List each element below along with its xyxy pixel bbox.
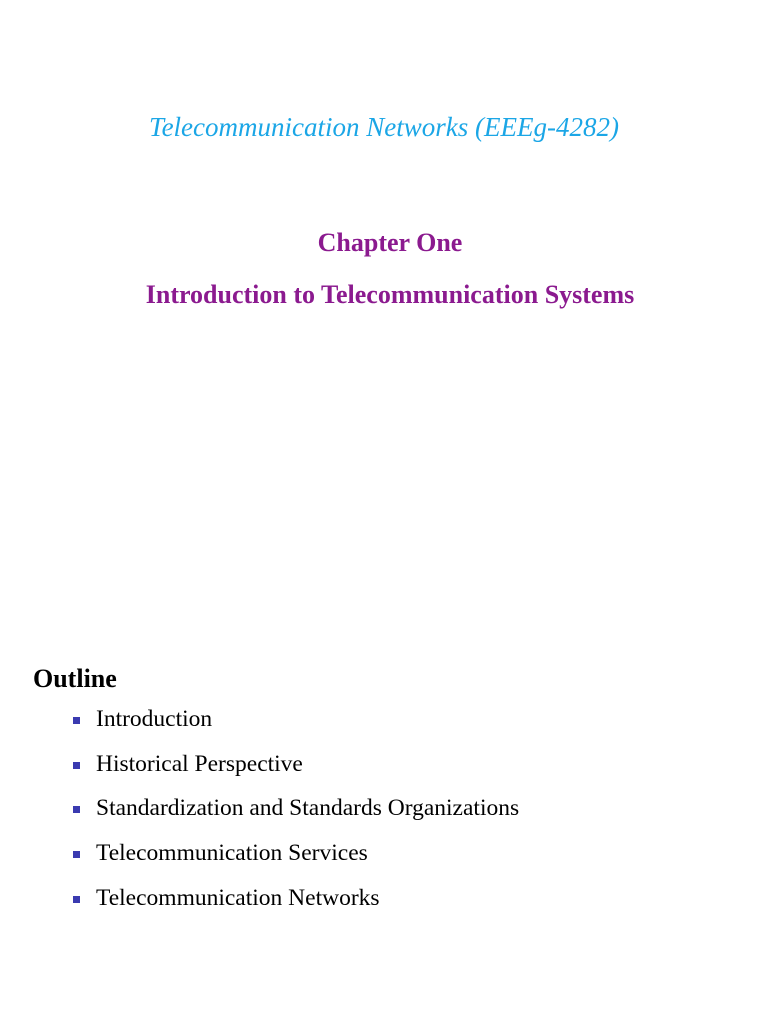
outline-item-label: Telecommunication Networks	[96, 884, 380, 911]
outline-item	[73, 840, 519, 885]
outline-item	[73, 885, 519, 930]
outline-item	[73, 751, 519, 796]
course-title: Telecommunication Networks (EEEg-4282)	[149, 112, 619, 142]
chapter-title: Introduction to Telecommunication Systems	[145, 280, 635, 309]
outline-item	[73, 795, 519, 840]
outline-item-label: Historical Perspective	[96, 750, 303, 777]
square-bullet-icon	[73, 896, 80, 903]
chapter-label: Chapter One	[317, 228, 463, 257]
outline-item-label: Introduction	[96, 706, 213, 732]
outline-heading: Outline	[33, 664, 117, 693]
outline-item-label: Standardization and Standards Organizations	[96, 795, 520, 822]
square-bullet-icon	[73, 806, 80, 813]
outline-item-label: Telecommunication Services	[96, 840, 368, 867]
outline-list	[73, 706, 519, 929]
square-bullet-icon	[73, 851, 80, 858]
square-bullet-icon	[73, 762, 80, 769]
outline-item	[73, 706, 519, 751]
square-bullet-icon	[73, 717, 80, 724]
